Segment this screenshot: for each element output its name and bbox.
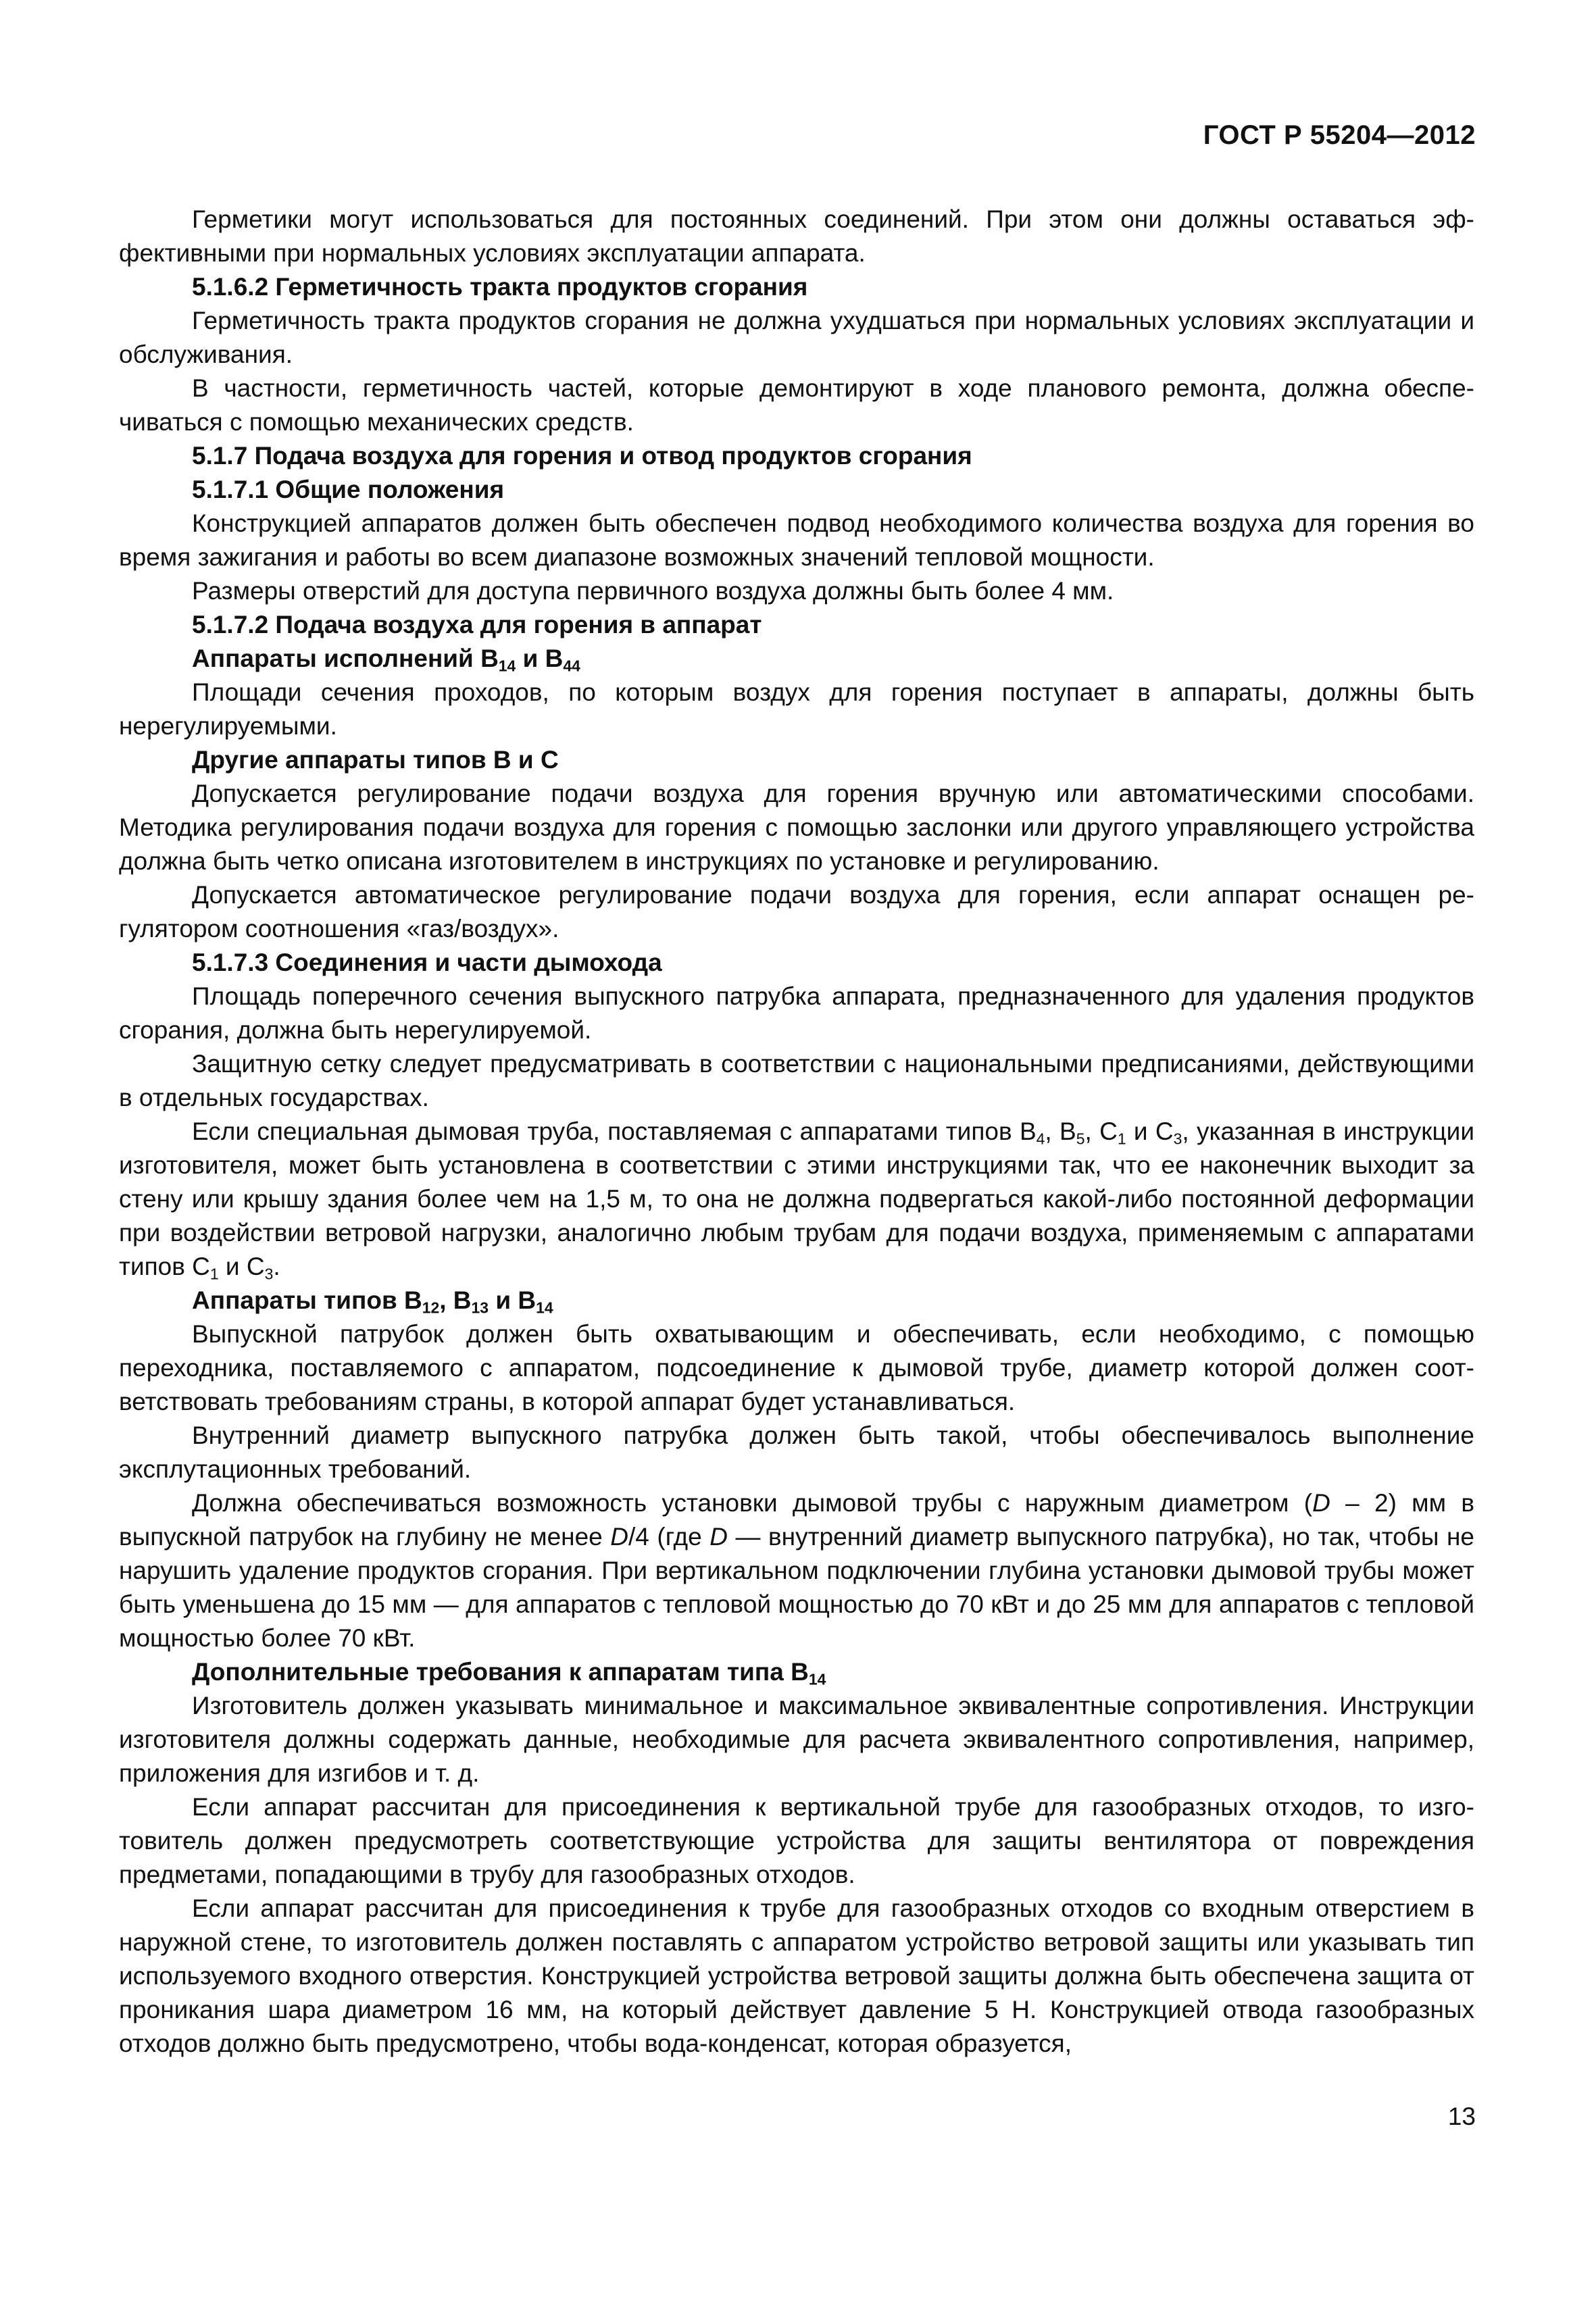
paragraph: В частности, герметичность частей, которые демонтируют в ходе планового ремонта, должна обеспечиваться с помощью механических средств. bbox=[119, 374, 1474, 436]
paragraph: Должна обеспечиваться возможность установки дымовой трубы с наружным диаметром (D – 2) мм в выпускной патрубок на глубину не менее D/4 (где D — внутренний диаметр выпускного патрубка), но так, чтобы не нарушить удаление продуктов сгорания. При вертикальном подключении глубина установки дымовой трубы может быть уменьшена до 15 мм — для аппаратов с тепловой мощностью до 70 кВт и до 25 мм для аппаратов с тепловой мощностью более 70 кВт. bbox=[119, 1489, 1474, 1652]
paragraph: Если аппарат рассчитан для присоединения к трубе для газообразных отходов со входным отверстием в наружной стене, то изготовитель должен поставлять с аппаратом устройство ветровой защиты или указывать тип используемого входного отверстия. Конструкцией устройства ветровой защиты должна быть обеспечена защита от проникания шара диаметром 16 мм, на который действует давление 5 Н. Конструкцией отвода газообразных отходов должно быть предусмотрено, чтобы вода-конденсат, которая образуется, bbox=[119, 1894, 1474, 2057]
section-heading: 5.1.7.1 Общие положения bbox=[192, 476, 505, 503]
section-heading: 5.1.6.2 Герметичность тракта продуктов сгорания bbox=[192, 273, 808, 301]
standard-designation: ГОСТ Р 55204—2012 bbox=[1203, 120, 1476, 150]
section-heading: Аппараты исполнений $B_{14}$ и $B_{44}$ bbox=[192, 645, 580, 675]
section-heading: 5.1.7.3 Соединения и части дымохода bbox=[192, 949, 662, 976]
paragraph: Если специальная дымовая труба, поставляемая с аппаратами типов $B_4$, $B_5$, $C_1$ и $C_3$, указанная в инструкции изготовителя, может быть установлена в соответствии с этими инструкциями так, что ее наконечник выходит за стену или крышу здания более чем на 1,5 м, то она не должна подвергаться какой-либо постоянной деформации при воздействии ветровой нагрузки, аналогично любым трубам для подачи воздуха, применяемым с аппаратами типов $C_1$ и $C_3$. bbox=[119, 1117, 1474, 1283]
page-number: 13 bbox=[1447, 2103, 1476, 2130]
section-heading: Другие аппараты типов В и С bbox=[192, 746, 559, 774]
paragraph: Площади сечения проходов, по которым воздух для горения поступает в аппараты, должны быть нерегулируемыми. bbox=[119, 678, 1474, 740]
paragraph: Герметики могут использоваться для постоянных соединений. При этом они должны оставаться эффективными при нормальных условиях эксплуатации аппарата. bbox=[119, 205, 1474, 267]
paragraph: Внутренний диаметр выпускного патрубка должен быть такой, чтобы обеспечивалось выполнение эксплутационных требований. bbox=[119, 1422, 1474, 1483]
paragraph: Размеры отверстий для доступа первичного воздуха должны быть более 4 мм. bbox=[192, 577, 1114, 605]
section-heading: Аппараты типов $B_{12}$, $B_{13}$ и $B_{14}$ bbox=[192, 1286, 553, 1317]
page-body bbox=[119, 203, 1474, 2061]
paragraph: Защитную сетку следует предусматривать в соответствии с национальными предписаниями, действующими в отдельных государствах. bbox=[119, 1050, 1474, 1111]
paragraph: Конструкцией аппаратов должен быть обеспечен подвод необходимого количества воздуха для горения во время зажигания и работы во всем диапазоне возможных значений тепловой мощности. bbox=[119, 509, 1474, 571]
paragraph: Изготовитель должен указывать минимальное и максимальное эквивалентные сопротивления. Инструкции изготовителя должны содержать данные, необходимые для расчета эквивалентного сопротивления, например, приложения для изгибов и т. д. bbox=[119, 1692, 1474, 1787]
paragraph: Допускается автоматическое регулирование подачи воздуха для горения, если аппарат оснащен регулятором соотношения «газ/воздух». bbox=[119, 881, 1474, 942]
section-heading: 5.1.7 Подача воздуха для горения и отвод продуктов сгорания bbox=[192, 442, 972, 470]
paragraph: Выпускной патрубок должен быть охватывающим и обеспечивать, если необходимо, с помощью переходника, поставляемого с аппаратом, подсоединение к дымовой трубе, диаметр которой должен соответствовать требованиям страны, в которой аппарат будет устанавливаться. bbox=[119, 1320, 1474, 1415]
paragraph: Герметичность тракта продуктов сгорания не должна ухудшаться при нормальных условиях эксплуатации и обслуживания. bbox=[119, 307, 1474, 368]
section-heading: 5.1.7.2 Подача воздуха для горения в аппарат bbox=[192, 611, 762, 638]
section-heading: Дополнительные требования к аппаратам типа $B_{14}$ bbox=[192, 1658, 826, 1688]
paragraph: Если аппарат рассчитан для присоединения к вертикальной трубе для газообразных отходов, то изготовитель должен предусмотреть соответствующие устройства для защиты вентилятора от повреждения предметами, попадающими в трубу для газообразных отходов. bbox=[119, 1793, 1474, 1888]
paragraph: Площадь поперечного сечения выпускного патрубка аппарата, предназначенного для удаления продуктов сгорания, должна быть нерегулируемой. bbox=[119, 982, 1474, 1044]
paragraph: Допускается регулирование подачи воздуха для горения вручную или автоматическими способами. Методика регулирования подачи воздуха для горения с помощью заслонки или другого управляющего устройства должна быть четко описана изготовителем в инструкциях по установке и регулированию. bbox=[119, 780, 1474, 875]
